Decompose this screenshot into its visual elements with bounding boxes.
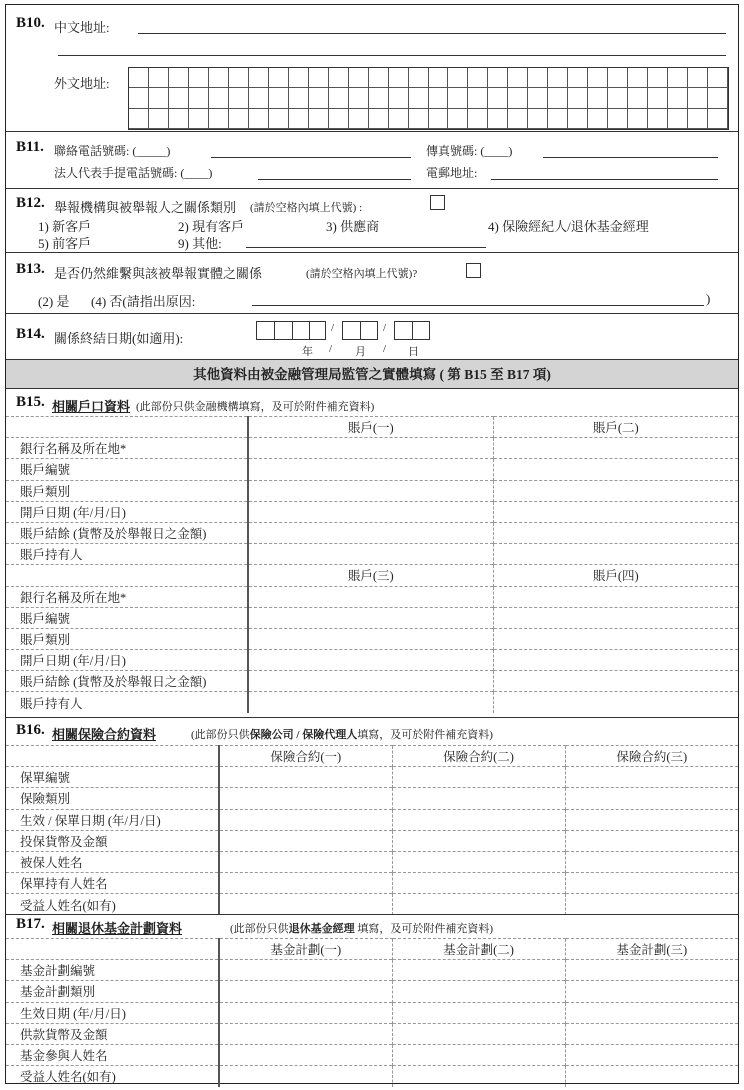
option-yes: (2) 是 (38, 294, 70, 309)
input-cell[interactable] (392, 767, 565, 788)
year-label: 年 (302, 346, 313, 358)
address-char-cell[interactable] (448, 88, 468, 108)
address-char-cell[interactable] (508, 68, 528, 88)
row-label: 投保貨幣及金額 (6, 830, 219, 851)
address-char-cell[interactable] (448, 68, 468, 88)
table-row (6, 1066, 738, 1087)
input-cell[interactable] (392, 1066, 565, 1087)
input-cell[interactable] (493, 480, 738, 501)
address-char-cell[interactable] (429, 109, 449, 129)
header-blank (6, 417, 248, 438)
section-b13 (6, 253, 738, 314)
close-paren: ) (706, 291, 711, 306)
input-cell[interactable] (392, 1023, 565, 1044)
input-cell[interactable] (493, 692, 738, 713)
input-cell[interactable] (493, 522, 738, 543)
address-char-cell[interactable] (488, 68, 508, 88)
address-char-cell[interactable] (349, 109, 369, 129)
address-char-cell[interactable] (329, 109, 349, 129)
input-cell[interactable] (392, 809, 565, 830)
option-existing-client: 2) 現有客戶 (178, 219, 245, 234)
input-cell[interactable] (219, 1023, 392, 1044)
address-char-cell[interactable] (289, 109, 309, 129)
address-char-cell[interactable] (608, 109, 628, 129)
input-cell[interactable] (565, 1023, 738, 1044)
option-no: (4) 否(請指出原因: (91, 294, 196, 309)
b12-hint: (請於空格內填上代號) : (250, 202, 363, 214)
address-char-cell[interactable] (668, 109, 688, 129)
b16-number: B16. (16, 722, 45, 738)
table-header-row (6, 417, 738, 438)
address-char-cell[interactable] (648, 68, 668, 88)
date-sep: / (331, 322, 335, 334)
row-label: 供款貨幣及金額 (6, 1023, 219, 1044)
input-cell[interactable] (493, 501, 738, 522)
header-blank (6, 939, 219, 960)
foreign-address-grid[interactable] (128, 67, 729, 130)
b14-title: 關係終結日期(如適用): (54, 331, 184, 346)
table-row (6, 501, 738, 522)
account-table (6, 416, 738, 713)
b16-title: 相關保險合約資料 (52, 727, 157, 742)
option-former-client: 5) 前客戶 (38, 236, 92, 251)
b13-number: B13. (16, 261, 45, 277)
address-char-cell[interactable] (169, 109, 189, 129)
table-row (6, 1023, 738, 1044)
relationship-code-box[interactable] (430, 195, 445, 210)
address-char-cell[interactable] (129, 68, 149, 88)
phone-field[interactable] (211, 157, 411, 158)
address-char-cell[interactable] (588, 109, 608, 129)
regulated-entity-banner: 其他資料由被金融管理局監管之實體填寫 ( 第 B15 至 B17 項) (6, 359, 738, 389)
address-char-cell[interactable] (508, 109, 528, 129)
table-row (6, 830, 738, 851)
row-label: 受益人姓名(如有) (6, 1066, 219, 1087)
input-cell[interactable] (493, 628, 738, 649)
column-header: 基金計劃(三) (565, 939, 738, 960)
input-cell[interactable] (493, 438, 738, 459)
address-char-cell[interactable] (429, 68, 449, 88)
input-cell[interactable] (248, 459, 493, 480)
address-char-cell[interactable] (468, 109, 488, 129)
address-char-cell[interactable] (249, 109, 269, 129)
address-char-cell[interactable] (149, 109, 169, 129)
table-row (6, 438, 738, 459)
date-sep: / (383, 322, 387, 334)
input-cell[interactable] (392, 873, 565, 894)
table-row (6, 873, 738, 894)
address-char-cell[interactable] (389, 88, 409, 108)
table-row (6, 1002, 738, 1023)
address-char-cell[interactable] (588, 68, 608, 88)
table-row (6, 788, 738, 809)
table-row (6, 981, 738, 1002)
address-char-cell[interactable] (628, 109, 648, 129)
address-char-cell[interactable] (528, 88, 548, 108)
address-char-cell[interactable] (548, 68, 568, 88)
address-char-cell[interactable] (229, 109, 249, 129)
input-cell[interactable] (248, 480, 493, 501)
address-char-cell[interactable] (289, 88, 309, 108)
address-char-cell[interactable] (708, 88, 728, 108)
b12-number: B12. (16, 195, 45, 211)
address-char-cell[interactable] (269, 109, 289, 129)
address-char-cell[interactable] (708, 68, 728, 88)
option-other: 9) 其他: (178, 236, 222, 251)
address-char-cell[interactable] (289, 68, 309, 88)
address-char-cell[interactable] (588, 88, 608, 108)
input-cell[interactable] (219, 788, 392, 809)
address-char-cell[interactable] (708, 109, 728, 129)
input-cell[interactable] (565, 788, 738, 809)
b17-note: (此部份只供退休基金經理 填寫，及可於附件補充資料) (230, 923, 494, 935)
input-cell[interactable] (392, 1002, 565, 1023)
b12-title: 舉報機構與被舉報人之關係類別 (54, 200, 237, 215)
insurance-table (6, 745, 738, 915)
input-cell[interactable] (219, 830, 392, 851)
year-boxes[interactable] (256, 321, 326, 340)
input-cell[interactable] (219, 1044, 392, 1065)
day-label: 日 (408, 346, 419, 358)
address-char-cell[interactable] (608, 68, 628, 88)
address-char-cell[interactable] (548, 109, 568, 129)
table-row (6, 480, 738, 501)
input-cell[interactable] (248, 522, 493, 543)
address-char-cell[interactable] (129, 88, 149, 108)
b15-number: B15. (16, 394, 45, 410)
row-label: 賬戶編號 (6, 459, 248, 480)
option-broker: 4) 保險經紀人/退休基金經理 (488, 219, 649, 234)
address-char-cell[interactable] (249, 68, 269, 88)
column-header: 賬戶(三) (248, 565, 493, 586)
header-blank (6, 746, 219, 767)
input-cell[interactable] (219, 960, 392, 981)
fax-field[interactable] (543, 157, 718, 158)
address-char-cell[interactable] (628, 68, 648, 88)
table-header-row (6, 565, 738, 586)
address-char-cell[interactable] (189, 68, 209, 88)
table-row (6, 522, 738, 543)
table-row (6, 960, 738, 981)
table-row (6, 544, 738, 565)
address-char-cell[interactable] (528, 68, 548, 88)
input-cell[interactable] (565, 767, 738, 788)
address-char-cell[interactable] (189, 88, 209, 108)
address-char-cell[interactable] (409, 109, 429, 129)
row-label: 基金計劃類別 (6, 981, 219, 1002)
other-field[interactable] (246, 247, 486, 248)
input-cell[interactable] (565, 894, 738, 915)
input-cell[interactable] (219, 851, 392, 872)
b14-number: B14. (16, 326, 45, 342)
column-header: 基金計劃(一) (219, 939, 392, 960)
input-cell[interactable] (392, 788, 565, 809)
column-header: 賬戶(四) (493, 565, 738, 586)
address-char-cell[interactable] (369, 68, 389, 88)
divider (6, 914, 738, 915)
input-cell[interactable] (248, 607, 493, 628)
row-label: 賬戶結餘 (貨幣及於舉報日之金額) (6, 671, 248, 692)
chinese-address-field[interactable] (138, 33, 726, 34)
row-label: 賬戶結餘 (貨幣及於舉報日之金額) (6, 522, 248, 543)
address-char-cell[interactable] (688, 88, 708, 108)
input-cell[interactable] (565, 981, 738, 1002)
row-label: 賬戶持有人 (6, 692, 248, 713)
address-char-cell[interactable] (169, 88, 189, 108)
input-cell[interactable] (565, 873, 738, 894)
input-cell[interactable] (219, 981, 392, 1002)
input-cell[interactable] (248, 692, 493, 713)
address-char-cell[interactable] (349, 68, 369, 88)
mobile-label: 法人代表手提電話號碼: (____) (54, 166, 213, 180)
b17-number: B17. (16, 916, 45, 932)
row-label: 生效 / 保單日期 (年/月/日) (6, 809, 219, 830)
address-char-cell[interactable] (149, 68, 169, 88)
month-boxes[interactable] (342, 321, 378, 340)
input-cell[interactable] (392, 894, 565, 915)
b10-number: B10. (16, 15, 45, 31)
input-cell[interactable] (565, 830, 738, 851)
address-char-cell[interactable] (269, 68, 289, 88)
address-char-cell[interactable] (229, 88, 249, 108)
address-char-cell[interactable] (668, 68, 688, 88)
row-label: 保險類別 (6, 788, 219, 809)
divider (6, 717, 738, 718)
row-label: 賬戶持有人 (6, 544, 248, 565)
address-char-cell[interactable] (189, 109, 209, 129)
table-row (6, 607, 738, 628)
b15-title: 相關戶口資料 (52, 399, 131, 414)
row-label: 賬戶編號 (6, 607, 248, 628)
column-header: 保險合約(三) (565, 746, 738, 767)
email-field[interactable] (491, 179, 718, 180)
input-cell[interactable] (392, 960, 565, 981)
address-char-cell[interactable] (668, 88, 688, 108)
table-row (6, 459, 738, 480)
input-cell[interactable] (248, 628, 493, 649)
input-cell[interactable] (392, 981, 565, 1002)
input-cell[interactable] (565, 809, 738, 830)
input-cell[interactable] (565, 1002, 738, 1023)
table-row (6, 894, 738, 915)
address-char-cell[interactable] (568, 68, 588, 88)
row-label: 銀行名稱及所在地* (6, 586, 248, 607)
input-cell[interactable] (493, 671, 738, 692)
address-char-cell[interactable] (488, 109, 508, 129)
address-char-cell[interactable] (468, 88, 488, 108)
input-cell[interactable] (219, 1066, 392, 1087)
address-char-cell[interactable] (568, 109, 588, 129)
address-char-cell[interactable] (648, 88, 668, 108)
header-blank (6, 565, 248, 586)
table-row (6, 628, 738, 649)
address-char-cell[interactable] (548, 88, 568, 108)
table-row (6, 767, 738, 788)
input-cell[interactable] (493, 607, 738, 628)
b13-title: 是否仍然維繫與該被舉報實體之關係 (54, 266, 263, 281)
address-char-cell[interactable] (389, 68, 409, 88)
address-char-cell[interactable] (608, 88, 628, 108)
column-header: 基金計劃(二) (392, 939, 565, 960)
address-char-cell[interactable] (369, 109, 389, 129)
date-sep: / (329, 343, 333, 355)
table-header-row (6, 746, 738, 767)
chinese-address-label: 中文地址: (54, 20, 110, 35)
input-cell[interactable] (248, 586, 493, 607)
row-label: 保單持有人姓名 (6, 873, 219, 894)
address-char-cell[interactable] (628, 88, 648, 108)
input-cell[interactable] (493, 544, 738, 565)
row-label: 被保人姓名 (6, 851, 219, 872)
input-cell[interactable] (565, 1044, 738, 1065)
input-cell[interactable] (248, 501, 493, 522)
section-b11 (6, 132, 738, 189)
table-row (6, 851, 738, 872)
phone-label: 聯絡電話號碼: (_____) (54, 144, 171, 158)
input-cell[interactable] (219, 1002, 392, 1023)
input-cell[interactable] (493, 586, 738, 607)
table-row (6, 809, 738, 830)
table-row (6, 650, 738, 671)
date-sep: / (383, 343, 387, 355)
form-page (5, 4, 739, 1084)
address-char-cell[interactable] (129, 109, 149, 129)
address-char-cell[interactable] (249, 88, 269, 108)
input-cell[interactable] (565, 851, 738, 872)
input-cell[interactable] (493, 650, 738, 671)
row-label: 受益人姓名(如有) (6, 894, 219, 915)
input-cell[interactable] (219, 767, 392, 788)
day-boxes[interactable] (394, 321, 430, 340)
b16-note: (此部份只供保險公司 / 保險代理人填寫，及可於附件補充資料) (191, 729, 493, 741)
address-char-cell[interactable] (409, 88, 429, 108)
address-char-cell[interactable] (488, 88, 508, 108)
address-char-cell[interactable] (568, 88, 588, 108)
address-char-cell[interactable] (528, 109, 548, 129)
email-label: 電郵地址: (426, 166, 478, 180)
foreign-address-label: 外文地址: (54, 76, 110, 91)
address-char-cell[interactable] (269, 88, 289, 108)
column-header: 保險合約(二) (392, 746, 565, 767)
input-cell[interactable] (565, 960, 738, 981)
input-cell[interactable] (392, 830, 565, 851)
address-char-cell[interactable] (229, 68, 249, 88)
address-char-cell[interactable] (329, 88, 349, 108)
address-char-cell[interactable] (508, 88, 528, 108)
input-cell[interactable] (493, 459, 738, 480)
address-char-cell[interactable] (169, 68, 189, 88)
row-label: 賬戶類別 (6, 480, 248, 501)
address-char-cell[interactable] (409, 68, 429, 88)
address-char-cell[interactable] (309, 68, 329, 88)
input-cell[interactable] (219, 894, 392, 915)
retirement-fund-table (6, 938, 738, 1087)
option-supplier: 3) 供應商 (326, 219, 380, 234)
chinese-address-field-line2[interactable] (58, 55, 726, 56)
address-char-cell[interactable] (429, 88, 449, 108)
address-char-cell[interactable] (149, 88, 169, 108)
input-cell[interactable] (219, 873, 392, 894)
option-new-client: 1) 新客戶 (38, 219, 92, 234)
address-char-cell[interactable] (688, 68, 708, 88)
fax-label: 傳真號碼: (____) (426, 144, 513, 158)
row-label: 保單編號 (6, 767, 219, 788)
column-header: 賬戶(一) (248, 417, 493, 438)
b13-hint: (請於空格內填上代號)? (306, 268, 418, 280)
address-char-cell[interactable] (389, 109, 409, 129)
address-char-cell[interactable] (209, 68, 229, 88)
b11-number: B11. (16, 139, 44, 155)
table-row (6, 586, 738, 607)
row-label: 賬戶類別 (6, 628, 248, 649)
row-label: 基金計劃編號 (6, 960, 219, 981)
table-header-row (6, 939, 738, 960)
input-cell[interactable] (248, 438, 493, 459)
month-label: 月 (355, 346, 366, 358)
address-char-cell[interactable] (448, 109, 468, 129)
row-label: 基金參與人姓名 (6, 1044, 219, 1065)
b15-note: (此部份只供金融機構填寫，及可於附件補充資料) (136, 401, 375, 413)
b17-title: 相關退休基金計劃資料 (52, 921, 183, 936)
address-char-cell[interactable] (468, 68, 488, 88)
section-b12 (6, 189, 738, 253)
address-char-cell[interactable] (349, 88, 369, 108)
table-row (6, 1044, 738, 1065)
input-cell[interactable] (392, 851, 565, 872)
section-b14 (6, 314, 738, 359)
section-b10 (6, 5, 738, 132)
address-char-cell[interactable] (329, 68, 349, 88)
row-label: 開戶日期 (年/月/日) (6, 501, 248, 522)
column-header: 賬戶(二) (493, 417, 738, 438)
input-cell[interactable] (248, 544, 493, 565)
address-char-cell[interactable] (688, 109, 708, 129)
address-char-cell[interactable] (369, 88, 389, 108)
input-cell[interactable] (392, 1044, 565, 1065)
column-header: 保險合約(一) (219, 746, 392, 767)
address-char-cell[interactable] (309, 88, 329, 108)
table-row (6, 692, 738, 713)
mobile-field[interactable] (258, 179, 411, 180)
input-cell[interactable] (219, 809, 392, 830)
relationship-status-box[interactable] (466, 263, 481, 278)
address-char-cell[interactable] (209, 109, 229, 129)
table-row (6, 671, 738, 692)
input-cell[interactable] (248, 650, 493, 671)
address-char-cell[interactable] (209, 88, 229, 108)
row-label: 開戶日期 (年/月/日) (6, 650, 248, 671)
address-char-cell[interactable] (648, 109, 668, 129)
input-cell[interactable] (565, 1066, 738, 1087)
row-label: 生效日期 (年/月/日) (6, 1002, 219, 1023)
row-label: 銀行名稱及所在地* (6, 438, 248, 459)
input-cell[interactable] (248, 671, 493, 692)
address-char-cell[interactable] (309, 109, 329, 129)
reason-field[interactable] (252, 305, 704, 306)
